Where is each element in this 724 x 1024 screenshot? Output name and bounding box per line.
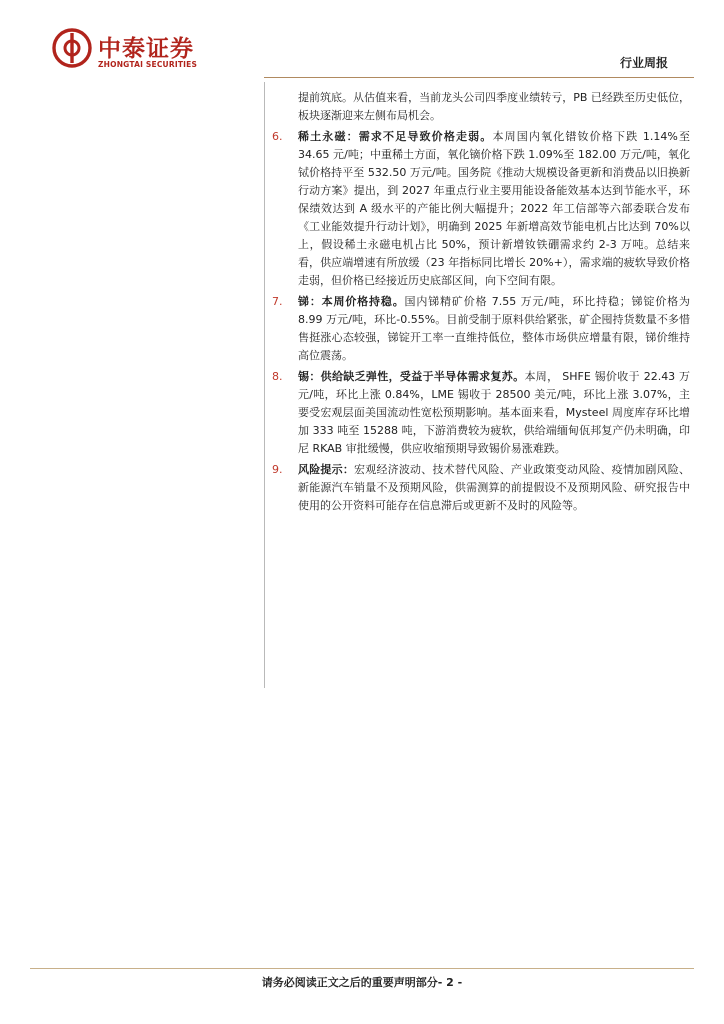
item-heading: 锡：供给缺乏弹性，受益于半导体需求复苏。: [298, 370, 525, 383]
header-divider: [264, 77, 694, 78]
item-body: 本周， SHFE 锡价收于 22.43 万元/吨，环比上涨 0.84%，LME 锡收于 28500 美元/吨，环比上涨 3.07%，主要受宏观层面美国流动性宽松预期影响。基本面来看，Mysteel 周度库存环比增加 333 吨至 15288 吨，下游消费较为疲软，供给端缅甸佤邦复产仍未明确，印尼 RKAB 审批缓慢，供应收缩预期导致锡价易涨难跌。: [298, 370, 691, 455]
item-body: 国内锑精矿价格 7.55 万元/吨，环比持稳；锑锭价格为 8.99 万元/吨，环比-0.55%。目前受制于原料供给紧张，矿企囤持货数量不多惜售挺涨心态较强，锑锭开工率一直维持低位，整体市场供应增量有限，锑价维持高位震荡。: [298, 295, 690, 362]
item-body: 宏观经济波动、技术替代风险、产业政策变动风险、疫情加剧风险、新能源汽车销量不及预期风险，供需测算的前提假设不及预期风险、研究报告中使用的公开资料可能存在信息滞后或更新不及时的风险等。: [298, 463, 690, 512]
list-item-rare-earth: [272, 128, 690, 290]
item-number: 9.: [272, 463, 283, 476]
list-item-antimony: [272, 293, 690, 365]
item-number: 7.: [272, 295, 283, 308]
left-column-rule: [264, 82, 265, 688]
list-item-tin: [272, 368, 690, 458]
page-number: - 2 -: [437, 976, 463, 989]
page-footer: [0, 974, 724, 990]
continued-paragraph: 提前筑底。从估值来看，当前龙头公司四季度业绩转亏，PB 已经跌至历史低位，板块逐渐迎来左侧布局机会。: [298, 91, 690, 122]
item-heading: 锑：本周价格持稳。: [298, 295, 405, 308]
item-heading: 风险提示：: [298, 463, 355, 476]
report-body: [272, 89, 690, 518]
item-body: 本周国内氧化镨钕价格下跌 1.14%至 34.65 元/吨；中重稀土方面，氧化镝价格下跌 1.09%至 182.00 万元/吨，氧化铽价格持平至 532.50 万元/吨。国务院《推动大规模设备更新和消费品以旧换新行动方案》提出，到 2027 年重点行业主要用能设备能效基本达到节能水平，环保绩效达到 A 级水平的产能比例大幅提升；2022 年工信部等六部委联合发布《工业能效提升行动计划》，明确到 2025 年新增高效节能电机占比达到 70%以上，假设稀土永磁电机占比 50%，预计新增钕铁硼需求约 2-3 万吨。总结来看，供应端增速有所放缓（23 年指标同比增长 20%+），需求端的疲软导致价格走弱，但价格已经接近历史底部区间，向下空间有限。: [298, 130, 690, 287]
item-number: 6.: [272, 130, 283, 143]
logo-chinese-name: 中泰证券: [98, 36, 194, 62]
item-heading: 稀土永磁：需求不足导致价格走弱。: [298, 130, 493, 143]
item-number: 8.: [272, 370, 283, 383]
report-type-label: 行业周报: [619, 56, 668, 70]
logo-english-name: ZHONGTAI SECURITIES: [98, 60, 198, 69]
footer-disclaimer: 请务必阅读正文之后的重要声明部分: [261, 976, 438, 989]
list-item-risk: [272, 461, 690, 515]
company-logo: [52, 28, 228, 72]
zhongtai-logo-icon: [52, 28, 92, 68]
footer-divider: [30, 968, 694, 969]
